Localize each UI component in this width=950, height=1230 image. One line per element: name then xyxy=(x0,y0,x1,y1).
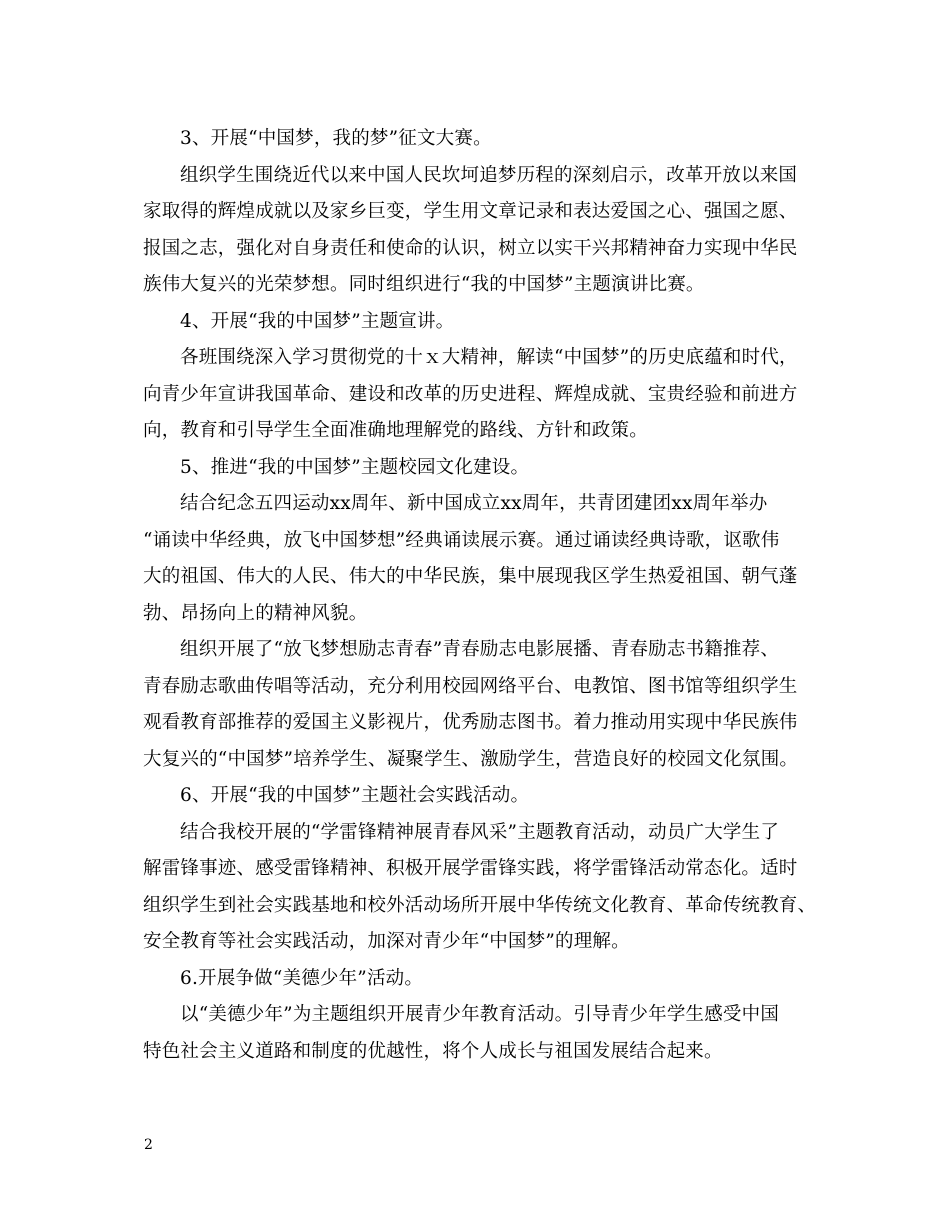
paragraph-line: 安全教育等社会实践活动，加深对青少年“中国梦”的理解。 xyxy=(143,931,630,952)
paragraph-start-line: 结合纪念五四运动xx周年、新中国成立xx周年，共青团建团xx周年举办 xyxy=(180,493,768,514)
paragraph-start-line: 3、开展“中国梦，我的梦”征文大赛。 xyxy=(180,128,492,149)
paragraph-start-line: 组织学生围绕近代以来中国人民坎坷追梦历程的深刻启示，改革开放以来国 xyxy=(180,164,798,186)
paragraph-start-line: 结合我校开展的“学雷锋精神展青春风采”主题教育活动，动员广大学生了 xyxy=(180,821,780,843)
paragraph-start-line: 组织开展了“放飞梦想励志青春”青春励志电影展播、青春励志书籍推荐、 xyxy=(180,639,780,660)
paragraph-line: “诵读中华经典，放飞中国梦想”经典诵读展示赛。通过诵读经典诗歌，讴歌伟 xyxy=(143,529,780,551)
paragraph-line: 特色社会主义道路和制度的优越性，将个人成长与祖国发展结合起来。 xyxy=(143,1040,723,1062)
paragraph-line: 青春励志歌曲传唱等活动，充分利用校园网络平台、电教馆、图书馆等组织学生 xyxy=(143,675,798,697)
paragraph-line: 大的祖国、伟大的人民、伟大的中华民族，集中展现我区学生热爱祖国、朝气蓬 xyxy=(143,566,798,587)
paragraph-line: 组织学生到社会实践基地和校外活动场所开展中华传统文化教育、革命传统教育、 xyxy=(143,894,817,916)
paragraph-line: 家取得的辉煌成就以及家乡巨变，学生用文章记录和表达爱国之心、强国之愿、 xyxy=(143,201,798,222)
paragraph-start-line: 6、开展“我的中国梦”主题社会实践活动。 xyxy=(180,785,530,806)
paragraph-start-line: 5、推进“我的中国梦”主题校园文化建设。 xyxy=(180,456,530,478)
paragraph-line: 大复兴的“中国梦”培养学生、凝聚学生、激励学生，营造良好的校园文化氛围。 xyxy=(143,748,799,770)
paragraph-start-line: 以“美德少年”为主题组织开展青少年教育活动。引导青少年学生感受中国 xyxy=(180,1004,780,1025)
paragraph-line: 解雷锋事迹、感受雷锋精神、积极开展学雷锋实践，将学雷锋活动常态化。适时 xyxy=(143,858,798,879)
paragraph-start-line: 6.开展争做“美德少年”活动。 xyxy=(180,967,424,989)
paragraph-line: 观看教育部推荐的爱国主义影视片，优秀励志图书。着力推动用实现中华民族伟 xyxy=(143,712,798,733)
paragraph-line: 勃、昂扬向上的精神风貌。 xyxy=(143,602,368,624)
paragraph-start-line: 各班围绕深入学习贯彻党的十ｘ大精神，解读“中国梦”的历史底蕴和时代， xyxy=(180,347,798,368)
paragraph-start-line: 4、开展“我的中国梦”主题宣讲。 xyxy=(180,310,455,332)
paragraph-line: 向，教育和引导学生全面准确地理解党的路线、方针和政策。 xyxy=(143,420,648,441)
page-number: 2 xyxy=(144,1137,153,1153)
paragraph-line: 向青少年宣讲我国革命、建设和改革的历史进程、辉煌成就、宝贵经验和前进方 xyxy=(143,383,798,405)
paragraph-line: 报国之志，强化对自身责任和使命的认识，树立以实干兴邦精神奋力实现中华民 xyxy=(143,237,798,259)
paragraph-line: 族伟大复兴的光荣梦想。同时组织进行“我的中国梦”主题演讲比赛。 xyxy=(143,274,705,295)
document-body xyxy=(143,121,817,1070)
